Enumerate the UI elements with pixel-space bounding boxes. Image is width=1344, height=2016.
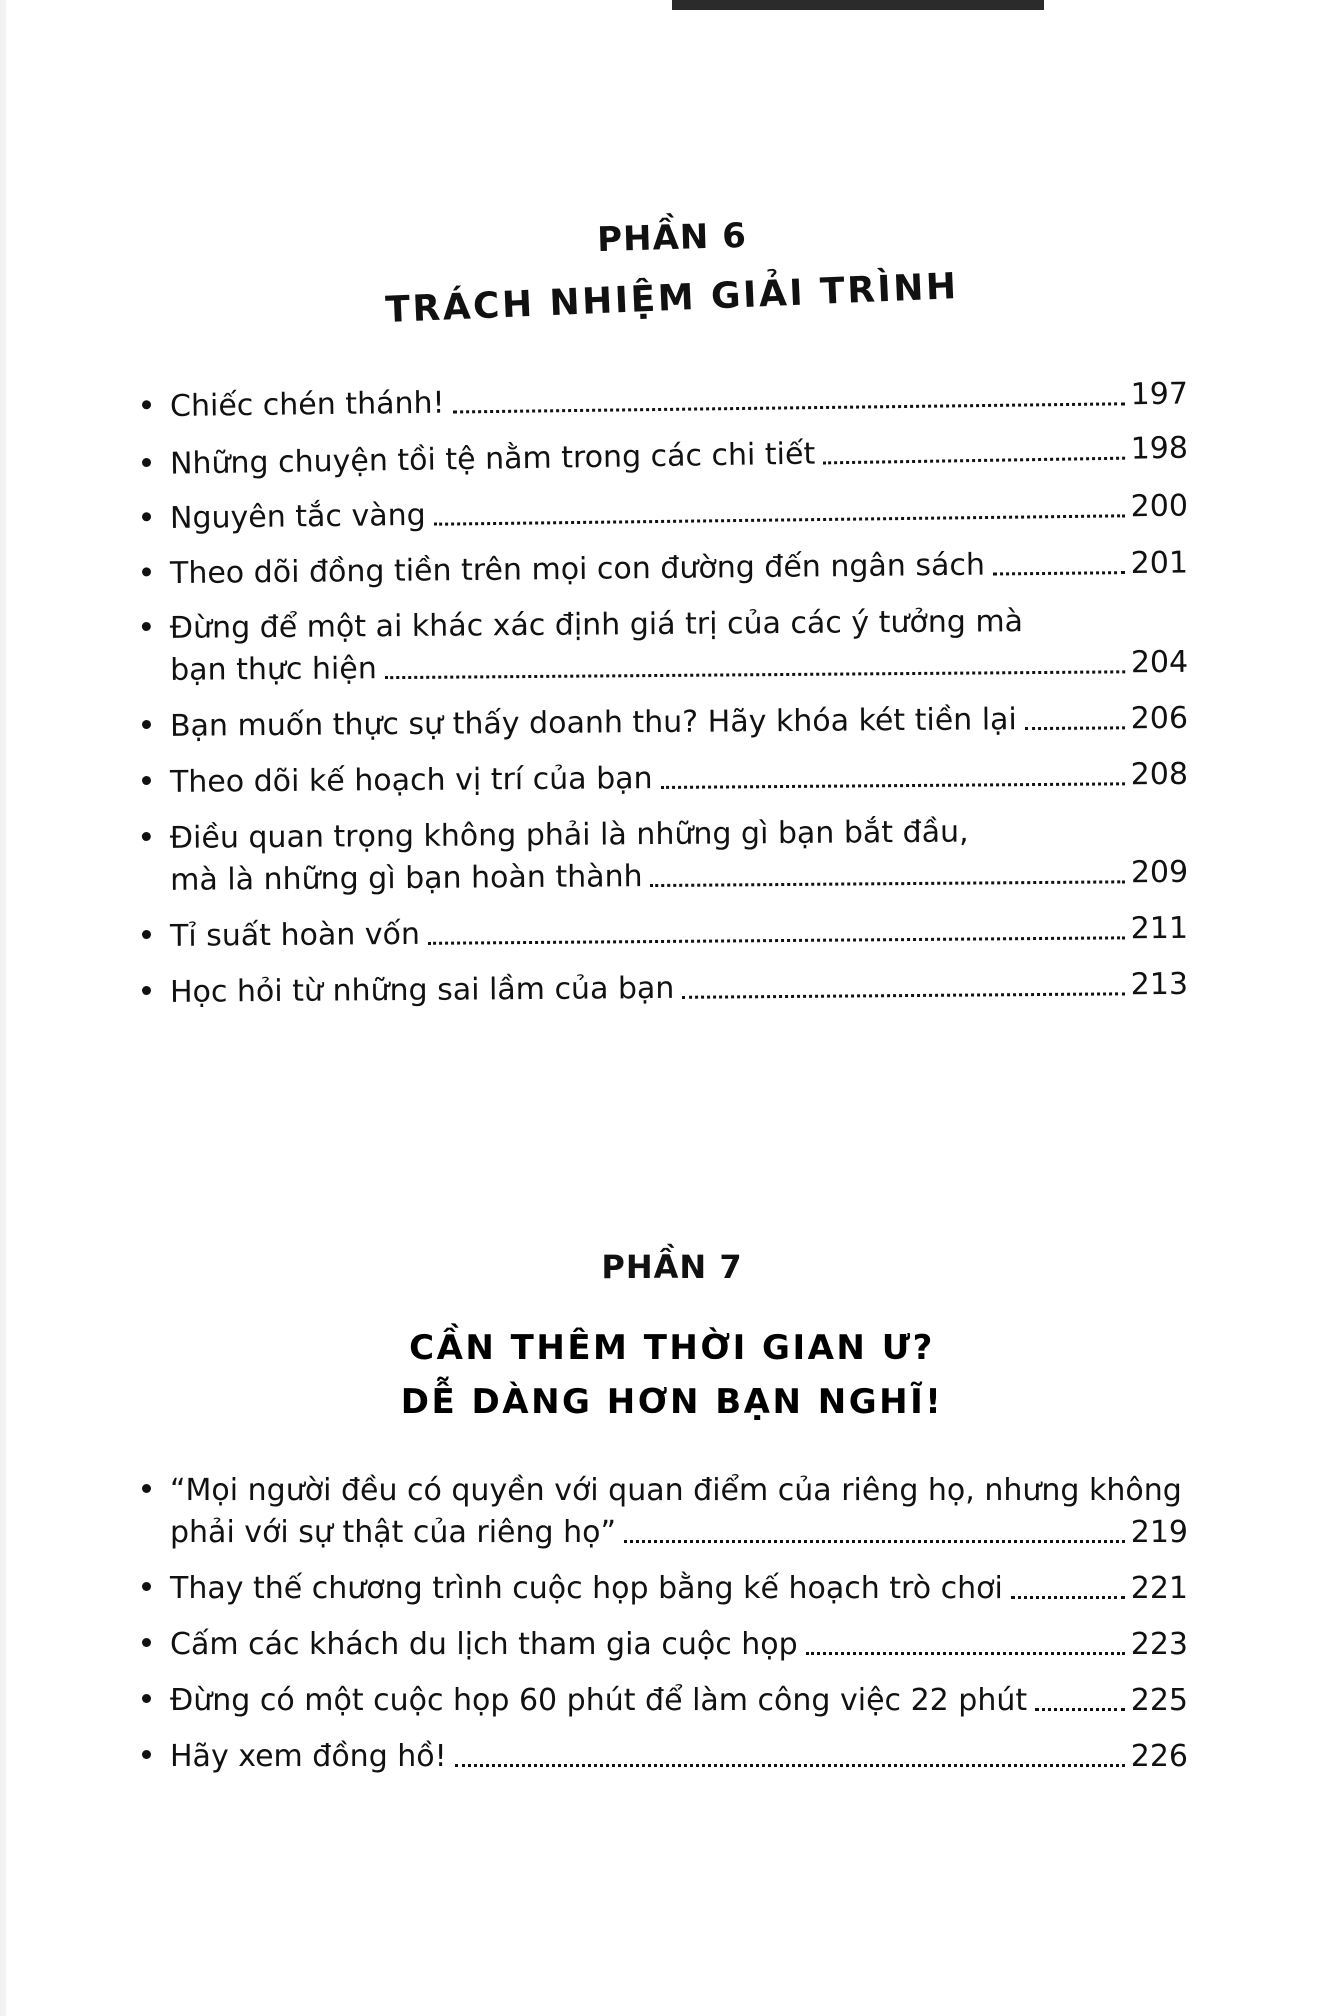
toc-leader-dots (434, 513, 1125, 525)
toc-entry[interactable] (128, 810, 1189, 902)
toc-leader-dots (651, 879, 1125, 887)
toc-leader-dots (993, 570, 1125, 575)
toc-entry-page: 204 (1130, 644, 1189, 681)
toc-leader-dots (682, 991, 1124, 998)
bullet-icon (142, 1582, 151, 1591)
bullet-icon (142, 512, 151, 521)
toc-entry-page: 197 (1130, 376, 1189, 413)
toc-entry[interactable] (128, 1680, 1188, 1722)
toc-entry-text: Những chuyện tồi tệ nằm trong các chi tiết (169, 436, 816, 482)
toc-entry-text: Học hỏi từ những sai lầm của bạn (169, 970, 675, 1010)
toc-entry-page: 219 (1130, 1515, 1188, 1550)
bullet-icon (142, 622, 151, 631)
toc-entry-page: 208 (1130, 756, 1189, 793)
toc-entry-text: Hãy xem đồng hồ! (170, 1739, 447, 1774)
part-7-title-line2: DỄ DÀNG HƠN BẠN NGHĨ! (400, 1382, 944, 1422)
toc-entry-text: Cấm các khách du lịch tham gia cuộc họp (170, 1627, 798, 1662)
toc-leader-dots (428, 935, 1125, 944)
toc-entry-page: 226 (1130, 1739, 1188, 1774)
toc-entry-text: Tỉ suất hoàn vốn (169, 916, 421, 954)
bullet-icon (142, 930, 151, 939)
toc-entry-text: Bạn muốn thực sự thấy doanh thu? Hãy khóa két tiền lại (169, 702, 1017, 744)
bullet-icon (142, 458, 151, 467)
bullet-icon (142, 1638, 151, 1647)
toc-list-part-6 (128, 376, 1189, 1024)
toc-entry-text-line1: Điều quan trọng không phải là những gì bạn bắt đầu, (169, 814, 969, 856)
toc-entry[interactable] (128, 1736, 1188, 1778)
bullet-icon (142, 776, 151, 785)
toc-entry[interactable] (128, 698, 1188, 748)
toc-entry-text: Chiếc chén thánh! (169, 385, 445, 424)
part-7-label: PHẦN 7 (601, 1248, 743, 1286)
toc-entry-text-line1: Đừng để một ai khác xác định giá trị của các ý tưởng mà (169, 604, 1024, 646)
bullet-icon (142, 1484, 151, 1493)
toc-entry[interactable] (128, 374, 1188, 429)
bullet-icon (142, 1694, 151, 1703)
toc-leader-dots (385, 669, 1125, 679)
toc-entry[interactable] (128, 486, 1188, 541)
part-7-heading (0, 1248, 1344, 1422)
part-7-title-line1: CẦN THÊM THỜI GIAN Ư? (409, 1328, 935, 1368)
toc-entry[interactable] (128, 964, 1188, 1014)
part-6-heading (0, 215, 1344, 331)
toc-entry-page: 225 (1130, 1683, 1188, 1718)
toc-entry-text: Đừng có một cuộc họp 60 phút để làm công việc 22 phút (170, 1683, 1028, 1718)
toc-leader-dots (624, 1539, 1125, 1543)
toc-entry-text: Thay thế chương trình cuộc họp bằng kế hoạch trò chơi (170, 1571, 1003, 1606)
toc-entry[interactable] (128, 542, 1188, 595)
toc-entry-text: phải với sự thật của riêng họ” (170, 1515, 616, 1550)
toc-entry[interactable] (128, 1624, 1188, 1666)
part-6-title: TRÁCH NHIỆM GIẢI TRÌNH (384, 266, 960, 331)
toc-leader-dots (1035, 1707, 1125, 1711)
toc-entry[interactable] (128, 600, 1189, 692)
toc-entry-text: bạn thực hiện (170, 651, 377, 688)
toc-leader-dots (455, 1763, 1125, 1767)
toc-entry-page: 201 (1130, 545, 1189, 582)
toc-leader-dots (1011, 1595, 1125, 1599)
toc-entry-text: Nguyên tắc vàng (169, 497, 426, 536)
bullet-icon (142, 567, 151, 576)
toc-leader-dots (453, 401, 1125, 413)
toc-entry[interactable] (128, 908, 1188, 958)
toc-entry-page: 209 (1130, 854, 1189, 891)
toc-leader-dots (661, 781, 1125, 789)
toc-entry-page: 213 (1130, 966, 1189, 1003)
bullet-icon (142, 1750, 151, 1759)
part-6-label: PHẦN 6 (596, 215, 748, 261)
toc-entry-page: 198 (1130, 430, 1189, 467)
toc-entry-page: 223 (1130, 1627, 1188, 1662)
toc-list-part-7 (128, 1470, 1188, 1792)
toc-entry-page: 206 (1130, 700, 1189, 737)
toc-entry[interactable] (128, 428, 1189, 487)
toc-entry-page: 211 (1130, 910, 1189, 947)
toc-entry-text-line1: “Mọi người đều có quyền với quan điểm của riêng họ, nhưng không (170, 1473, 1182, 1508)
bullet-icon (142, 832, 151, 841)
toc-leader-dots (1025, 725, 1125, 730)
toc-entry-page: 221 (1130, 1571, 1188, 1606)
toc-entry-text: Theo dõi đồng tiền trên mọi con đường đến ngân sách (169, 547, 986, 592)
bullet-icon (142, 400, 151, 409)
toc-leader-dots (806, 1651, 1125, 1655)
toc-entry[interactable] (128, 1470, 1188, 1554)
toc-entry-text: Theo dõi kế hoạch vị trí của bạn (169, 761, 653, 800)
toc-leader-dots (823, 456, 1125, 465)
toc-entry-page: 200 (1130, 488, 1189, 525)
toc-entry[interactable] (128, 754, 1188, 804)
bullet-icon (142, 986, 151, 995)
toc-entry[interactable] (128, 1568, 1188, 1610)
toc-entry-text: mà là những gì bạn hoàn thành (170, 859, 643, 898)
bullet-icon (142, 720, 151, 729)
scan-artifact-top (672, 0, 1044, 10)
